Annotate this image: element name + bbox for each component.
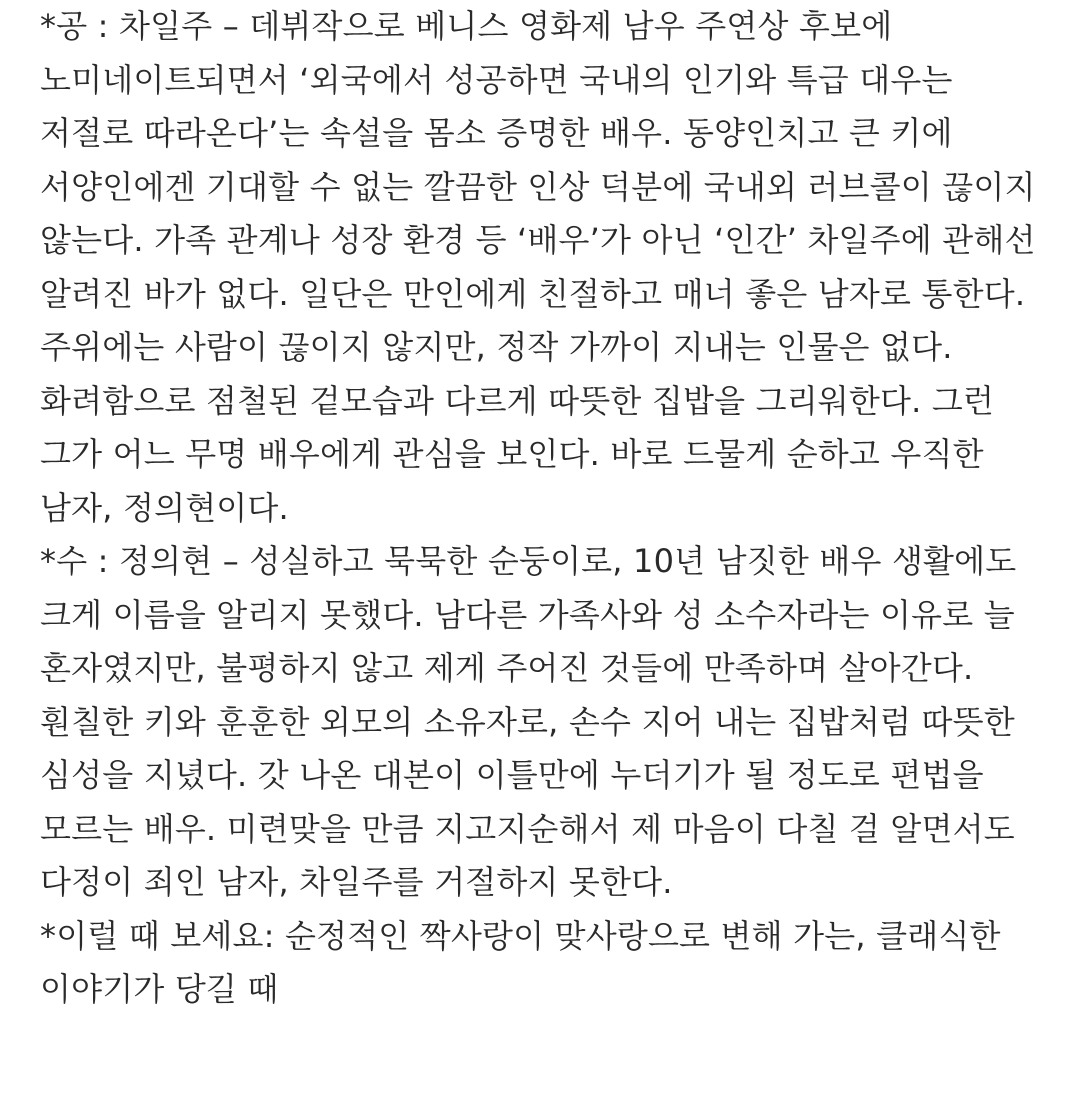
text-line: 모르는 배우. 미련맞을 만큼 지고지순해서 제 마음이 다칠 걸 알면서도 (40, 809, 1015, 848)
text-line: 남자, 정의현이다. (40, 488, 289, 527)
text-line: 크게 이름을 알리지 못했다. 남다른 가족사와 성 소수자라는 이유로 늘 (40, 595, 1015, 634)
text-line: *공 : 차일주 – 데뷔작으로 베니스 영화제 남우 주연상 후보에 (40, 7, 893, 45)
text-line: 훤칠한 키와 훈훈한 외모의 소유자로, 손수 지어 내는 집밥처럼 따뜻한 (40, 702, 1015, 741)
text-line: 심성을 지녔다. 갓 나온 대본이 이틀만에 누더기가 될 정도로 편법을 (40, 756, 984, 794)
text-line: 노미네이트되면서 ‘외국에서 성공하면 국내의 인기와 특급 대우는 (40, 60, 953, 99)
text-line: 혼자였지만, 불평하지 않고 제게 주어진 것들에 만족하며 살아간다. (40, 649, 974, 687)
text-line: 그가 어느 무명 배우에게 관심을 보인다. 바로 드물게 순하고 우직한 (40, 435, 984, 473)
text-line: 주위에는 사람이 끊이지 않지만, 정작 가까이 지내는 인물은 없다. (40, 328, 953, 366)
text-line: 서양인에겐 기대할 수 없는 깔끔한 인상 덕분에 국내외 러브콜이 끊이지 (40, 167, 1036, 206)
text-line: 이야기가 당길 때 (40, 970, 279, 1008)
text-line: 저절로 따라온다’는 속설을 몸소 증명한 배우. 동양인치고 큰 키에 (40, 114, 953, 152)
text-line: *수 : 정의현 – 성실하고 묵묵한 순둥이로, 10년 남짓한 배우 생활에도 (40, 542, 1017, 580)
text-line: 화려함으로 점철된 겉모습과 다르게 따뜻한 집밥을 그리워한다. 그런 (40, 381, 995, 420)
text-line: 않는다. 가족 관계나 성장 환경 등 ‘배우’가 아닌 ‘인간’ 차일주에 관해선 (40, 221, 1036, 259)
text-line: 다정이 죄인 남자, 차일주를 거절하지 못한다. (40, 863, 673, 901)
text-line: *이럴 때 보세요: 순정적인 짝사랑이 맞사랑으로 변해 가는, 클래식한 (40, 916, 1001, 955)
text-line: 알려진 바가 없다. 일단은 만인에게 친절하고 매너 좋은 남자로 통한다. (40, 274, 1026, 313)
document-body (40, 0, 1070, 1117)
